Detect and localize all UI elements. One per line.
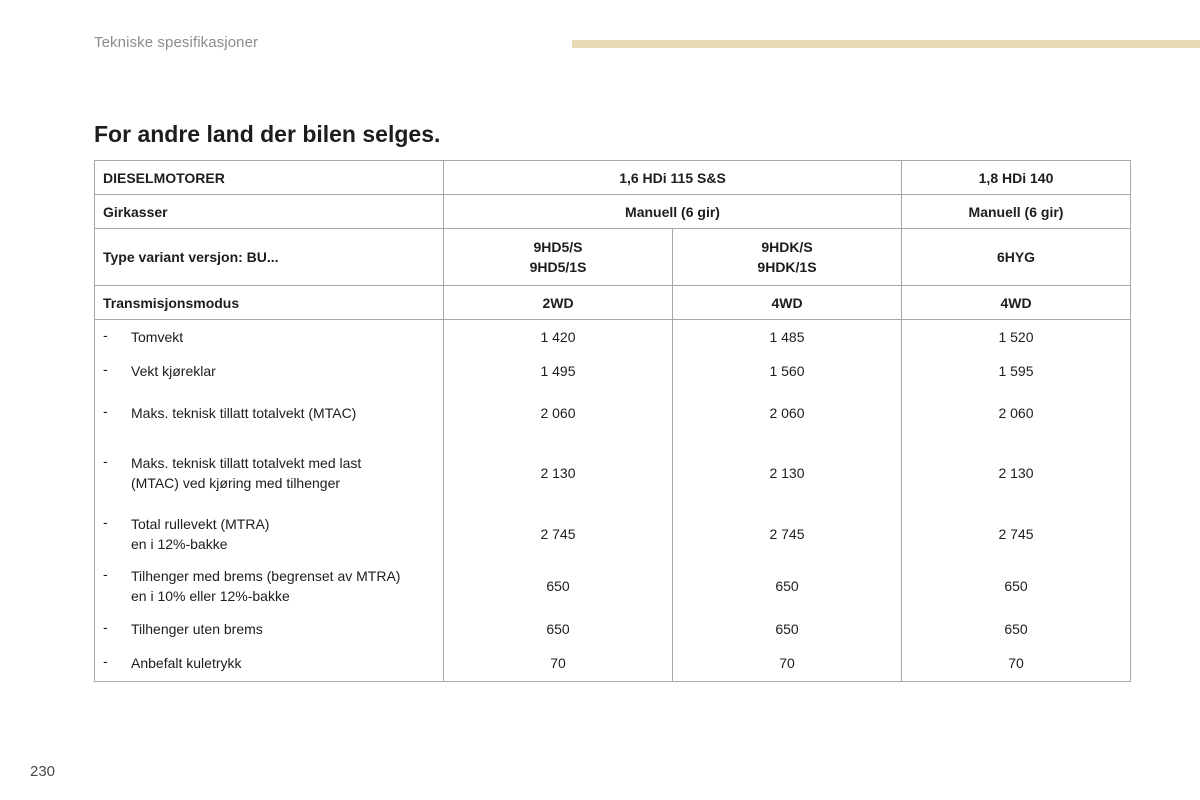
table-row — [95, 508, 1131, 560]
transmission-row — [95, 286, 1131, 320]
row-dash: - — [103, 565, 108, 582]
engine-row — [95, 161, 1131, 195]
row-label — [95, 560, 444, 612]
row-value: 70 — [902, 646, 1131, 682]
row-dash: - — [103, 403, 108, 419]
row-value: 2 130 — [673, 439, 902, 508]
spec-table — [94, 160, 1131, 682]
table-row — [95, 439, 1131, 508]
engines-label: DIESELMOTORER — [95, 161, 444, 195]
row-dash: - — [103, 513, 108, 530]
row-value: 2 745 — [902, 508, 1131, 560]
gearbox-label: Girkasser — [95, 195, 444, 229]
row-value: 2 060 — [902, 388, 1131, 439]
row-label-line: en i 12%-bakke — [131, 535, 228, 552]
row-value: 70 — [673, 646, 902, 682]
row-label-line: Tilhenger med brems (begrenset av MTRA) — [131, 567, 401, 584]
row-value: 2 060 — [444, 388, 673, 439]
row-label — [95, 646, 444, 682]
row-value: 1 495 — [444, 354, 673, 388]
table-row — [95, 612, 1131, 646]
table-row — [95, 560, 1131, 612]
variant-line: 9HDK/S — [761, 239, 813, 255]
row-dash: - — [103, 653, 108, 670]
row-value: 70 — [444, 646, 673, 682]
table-row — [95, 320, 1131, 354]
gearbox-2: Manuell (6 gir) — [902, 195, 1131, 229]
row-value: 1 520 — [902, 320, 1131, 354]
row-value: 1 560 — [673, 354, 902, 388]
row-dash: - — [103, 326, 108, 343]
row-value: 650 — [902, 612, 1131, 646]
row-label — [95, 354, 444, 388]
section-title: Tekniske spesifikasjoner — [94, 34, 259, 51]
row-label-line: Maks. teknisk tillatt totalvekt med last — [131, 455, 362, 471]
variant-line: 6HYG — [996, 249, 1036, 265]
engine-2: 1,8 HDi 140 — [902, 161, 1131, 195]
table-row — [95, 388, 1131, 439]
variant-row — [95, 229, 1131, 286]
row-value: 650 — [673, 612, 902, 646]
row-value: 650 — [673, 560, 902, 612]
table-row — [95, 354, 1131, 388]
row-value: 2 060 — [673, 388, 902, 439]
variant-line: 9HD5/S — [533, 239, 583, 255]
row-value: 2 130 — [902, 439, 1131, 508]
row-value: 2 130 — [444, 439, 673, 508]
row-label-text: Vekt kjøreklar — [131, 362, 216, 379]
row-label-line: (MTAC) ved kjøring med tilhenger — [131, 475, 341, 491]
gearbox-row — [95, 195, 1131, 229]
row-dash: - — [103, 453, 108, 469]
table-row — [95, 646, 1131, 682]
row-value: 2 745 — [444, 508, 673, 560]
row-dash: - — [103, 360, 108, 377]
row-value: 1 485 — [673, 320, 902, 354]
row-value: 1 420 — [444, 320, 673, 354]
transmission-value: 2WD — [444, 286, 673, 320]
variant-cell — [444, 229, 673, 286]
row-label-text: Maks. teknisk tillatt totalvekt (MTAC) — [131, 405, 357, 421]
gearbox-1: Manuell (6 gir) — [444, 195, 902, 229]
row-label — [95, 508, 444, 560]
row-label-line: en i 10% eller 12%-bakke — [131, 587, 290, 604]
header-accent-bar — [572, 40, 1200, 48]
row-value: 650 — [902, 560, 1131, 612]
transmission-label: Transmisjonsmodus — [95, 286, 444, 320]
variant-cell — [673, 229, 902, 286]
row-label-text: Anbefalt kuletrykk — [131, 655, 242, 672]
variant-cell — [902, 229, 1131, 286]
row-value: 1 595 — [902, 354, 1131, 388]
row-label-text: Tomvekt — [131, 328, 184, 345]
row-label-line: Total rullevekt (MTRA) — [131, 515, 270, 532]
row-dash: - — [103, 618, 108, 635]
row-value: 650 — [444, 560, 673, 612]
variant-label: Type variant versjon: BU... — [95, 229, 444, 286]
transmission-value: 4WD — [673, 286, 902, 320]
engine-1: 1,6 HDi 115 S&S — [444, 161, 902, 195]
row-value: 650 — [444, 612, 673, 646]
row-label — [95, 320, 444, 354]
variant-line: 9HDK/1S — [757, 259, 817, 275]
row-value: 2 745 — [673, 508, 902, 560]
variant-line: 9HD5/1S — [529, 259, 587, 275]
transmission-value: 4WD — [902, 286, 1131, 320]
row-label — [95, 439, 444, 508]
page-number: 230 — [30, 763, 56, 780]
page-heading: For andre land der bilen selges. — [94, 121, 441, 147]
row-label-text: Tilhenger uten brems — [131, 620, 263, 637]
row-label — [95, 612, 444, 646]
row-label — [95, 388, 444, 439]
